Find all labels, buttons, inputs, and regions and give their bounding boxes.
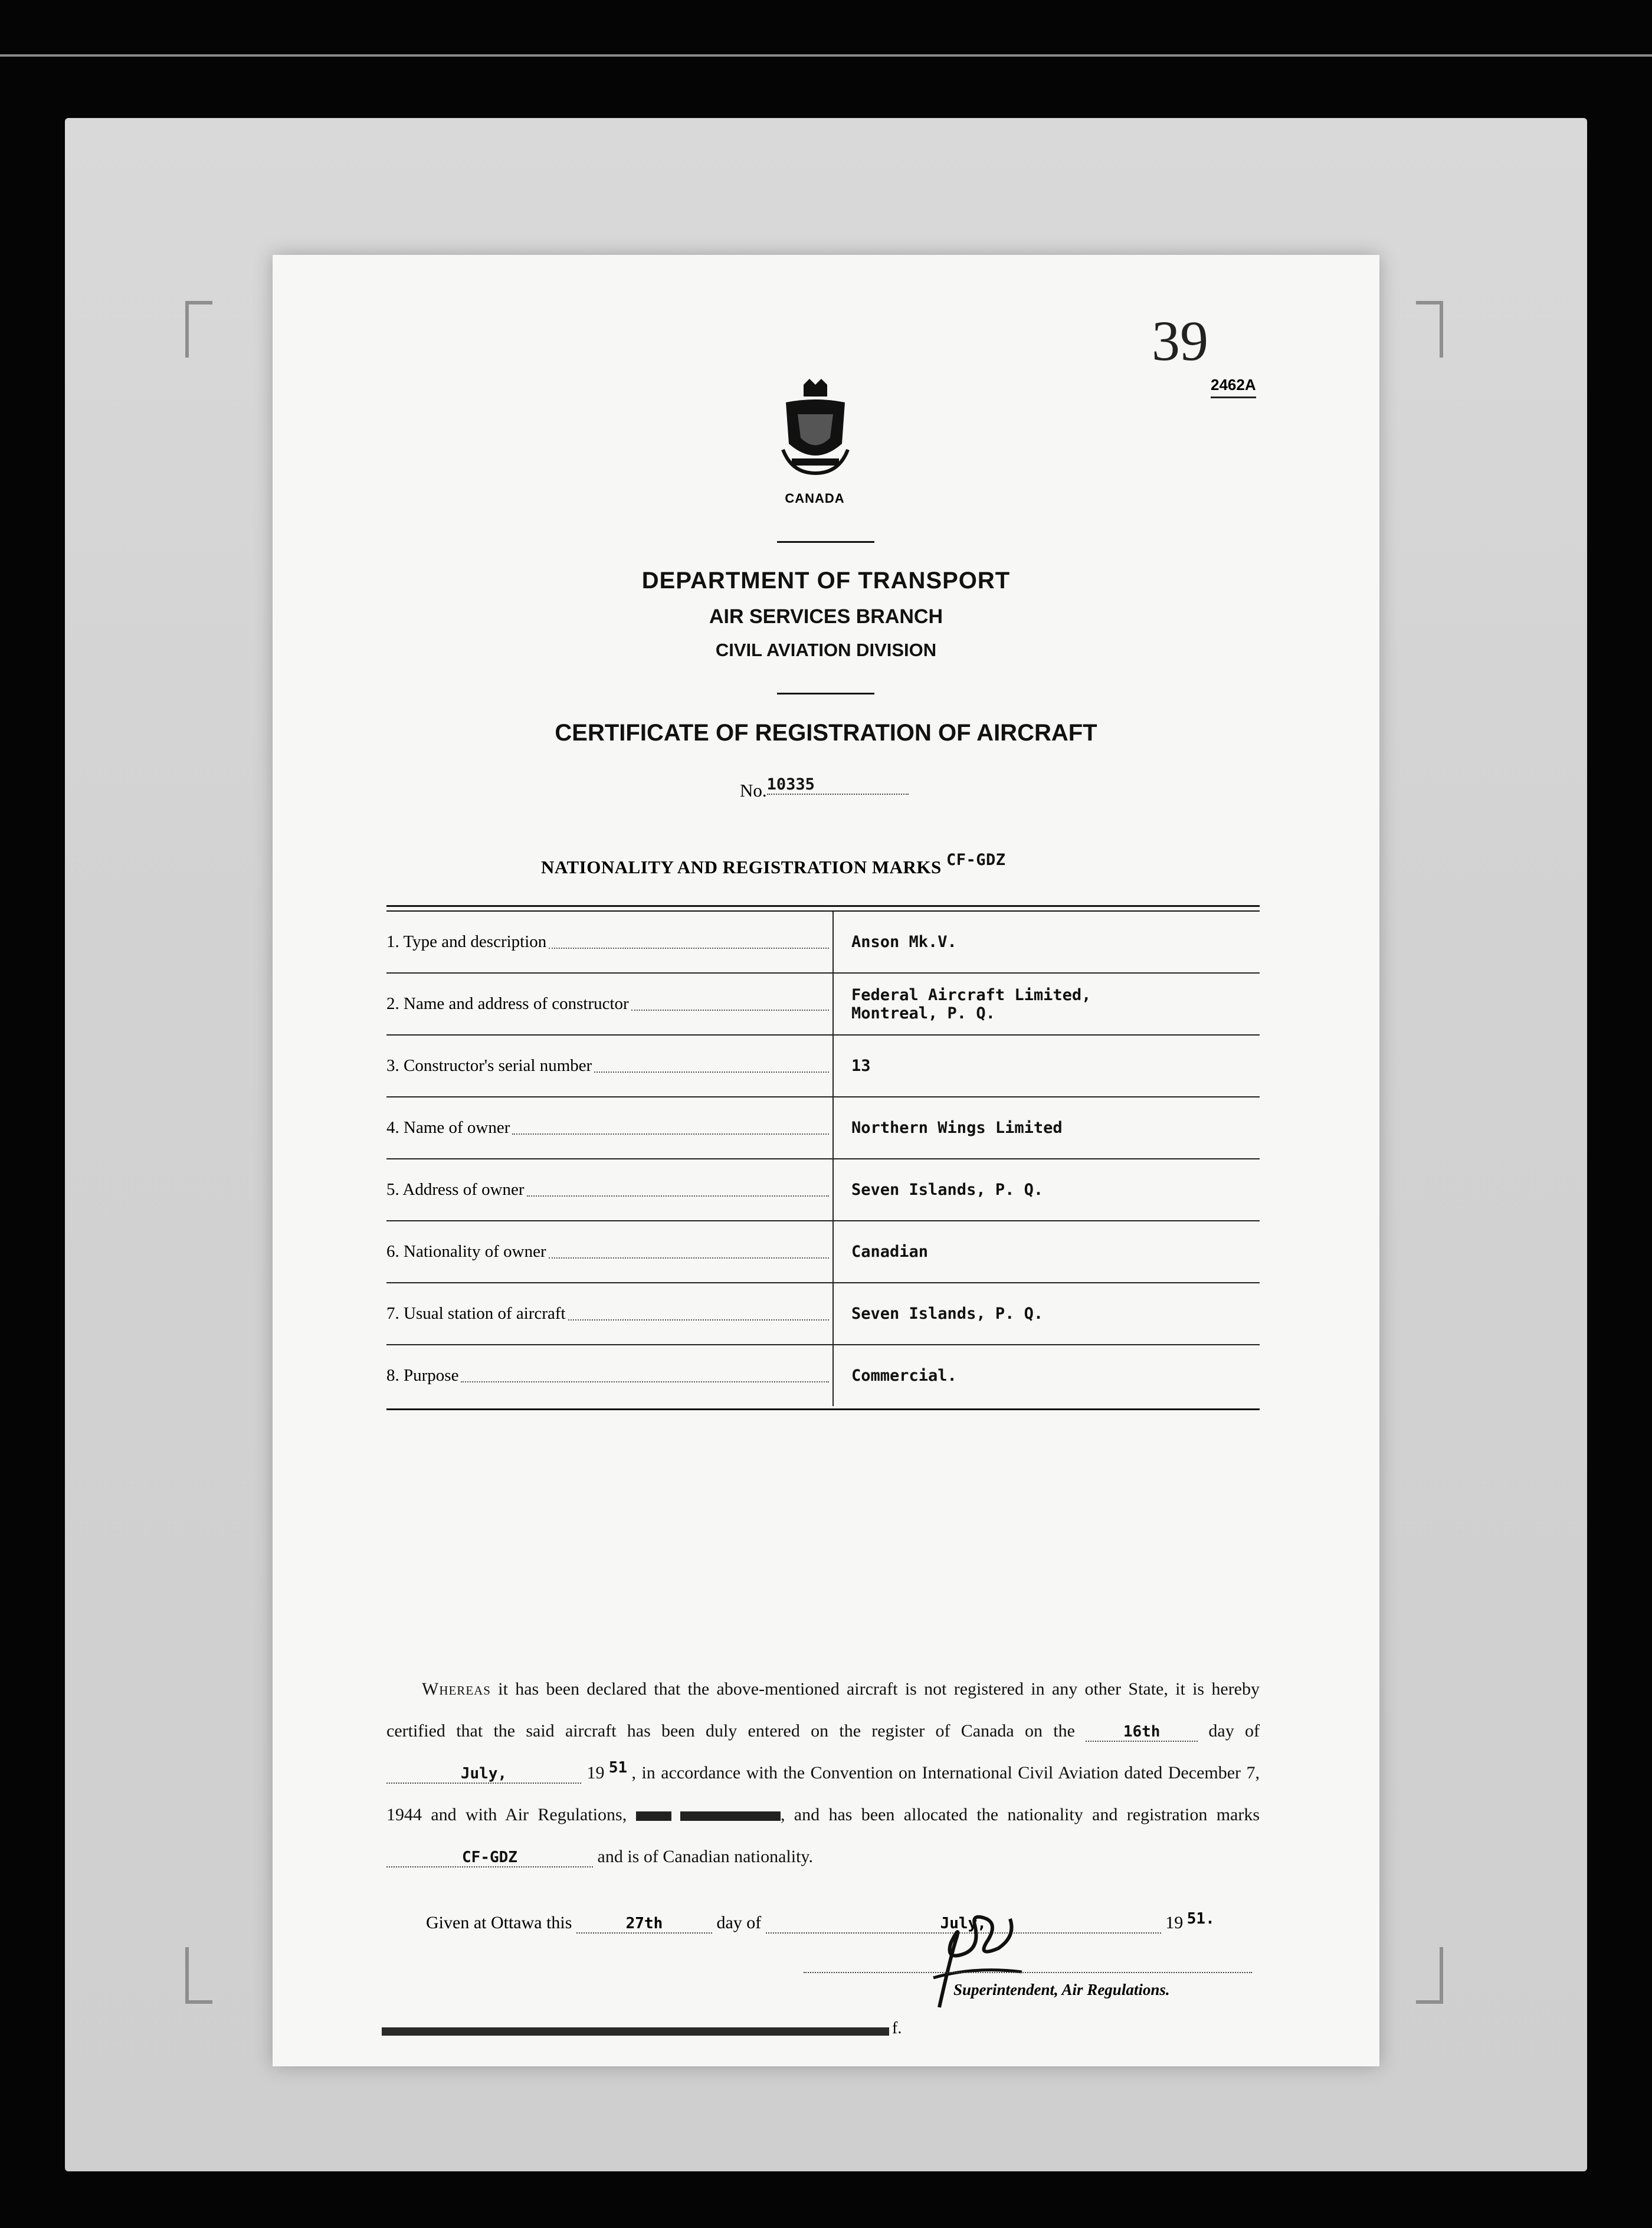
paragraph-text: it has been declared that the above-mentioned aircraft is not registered in any other State, it is hereby certified that the said aircraft has been duly entered on the register of Canada on the: [386, 1679, 1260, 1741]
table-row: [386, 1221, 1260, 1283]
given-year: 51.: [1186, 1910, 1215, 1928]
row-value: Seven Islands, P. Q.: [851, 1305, 1044, 1323]
table-rule: [386, 905, 1260, 907]
row-label: 2. Name and address of constructor: [386, 994, 629, 1013]
signatory-title: Superintendent, Air Regulations.: [953, 1981, 1170, 1998]
division-heading: CIVIL AVIATION DIVISION: [715, 640, 937, 660]
row-label: 6. Nationality of owner: [386, 1242, 546, 1261]
certificate-title: CERTIFICATE OF REGISTRATION OF AIRCRAFT: [555, 720, 1097, 746]
certificate-document: [273, 255, 1379, 2066]
table-row: [386, 1097, 1260, 1159]
registration-details-table: [386, 905, 1260, 1410]
table-row: [386, 912, 1260, 974]
given-prefix: Given at Ottawa this: [426, 1913, 572, 1932]
nationality-marks-value: CF-GDZ: [946, 851, 1006, 869]
given-at-line: [426, 1910, 1264, 1934]
registration-year: 51: [608, 1759, 628, 1777]
signature-line: [804, 1972, 1252, 1973]
given-day-of: day of: [716, 1913, 762, 1932]
divider: [777, 693, 874, 694]
corner-bracket: [185, 301, 212, 358]
paragraph-text: , and has been allocated the nationality and registration marks: [780, 1805, 1260, 1824]
table-row: [386, 1345, 1260, 1406]
department-heading: DEPARTMENT OF TRANSPORT: [641, 568, 1011, 594]
certificate-number-label: No.: [740, 780, 767, 801]
table-rule: [386, 1408, 1260, 1410]
film-edge-line: [0, 54, 1652, 57]
registration-day: 16th: [1086, 1723, 1198, 1742]
given-month: July,: [766, 1915, 1161, 1934]
struck-note-tail: f.: [892, 2019, 902, 2037]
table-row: [386, 974, 1260, 1036]
row-value-line2: Montreal, P. Q.: [851, 1004, 995, 1023]
day-of-text: day of: [1208, 1721, 1260, 1741]
row-value: 13: [851, 1057, 871, 1075]
table-row: [386, 1036, 1260, 1097]
struck-text: [680, 1811, 781, 1821]
given-day: 27th: [576, 1915, 712, 1934]
table-row: [386, 1283, 1260, 1345]
certification-paragraph: [386, 1668, 1260, 1878]
paragraph-text: , in accordance with the Convention on International Civil Aviation dated December 7, 1944 and with Air Regulations,: [386, 1763, 1260, 1824]
row-value: Northern Wings Limited: [851, 1119, 1063, 1137]
handwritten-signature: [916, 1901, 1045, 2019]
row-value: Anson Mk.V.: [851, 933, 957, 951]
nationality-marks-label: NATIONALITY AND REGISTRATION MARKS: [541, 857, 942, 877]
struck-text: [636, 1811, 671, 1821]
table-row: [386, 1159, 1260, 1221]
row-value: Seven Islands, P. Q.: [851, 1181, 1044, 1199]
whereas-word: Whereas: [422, 1679, 491, 1699]
corner-bracket: [185, 1947, 212, 2004]
divider: [777, 541, 874, 543]
row-value: Federal Aircraft Limited,: [851, 985, 1092, 1004]
corner-bracket: [1416, 1947, 1443, 2004]
branch-heading: AIR SERVICES BRANCH: [709, 605, 943, 628]
certificate-number-value: 10335: [767, 775, 909, 795]
row-value: Canadian: [851, 1243, 929, 1261]
given-year-prefix: 19: [1165, 1913, 1184, 1932]
row-label: 1. Type and description: [386, 932, 547, 951]
nationality-marks-line: [541, 851, 1006, 878]
crest-label: CANADA: [785, 491, 845, 506]
row-value: Commercial.: [851, 1367, 957, 1385]
handwritten-page-number: 39: [1152, 309, 1208, 372]
row-label: 8. Purpose: [386, 1366, 459, 1385]
row-label: 5. Address of owner: [386, 1180, 525, 1199]
year-prefix: 19: [586, 1763, 605, 1783]
certificate-number-line: [740, 775, 909, 802]
form-number: 2462A: [1211, 376, 1256, 398]
coat-of-arms-icon: [780, 379, 851, 479]
struck-out-note: [382, 2027, 889, 2036]
row-label: 7. Usual station of aircraft: [386, 1304, 566, 1323]
registration-marks: CF-GDZ: [386, 1849, 593, 1867]
corner-bracket: [1416, 301, 1443, 358]
paragraph-text: and is of Canadian nationality.: [597, 1847, 813, 1866]
registration-month: July,: [386, 1765, 581, 1784]
row-label: 3. Constructor's serial number: [386, 1056, 592, 1075]
row-label: 4. Name of owner: [386, 1118, 510, 1137]
